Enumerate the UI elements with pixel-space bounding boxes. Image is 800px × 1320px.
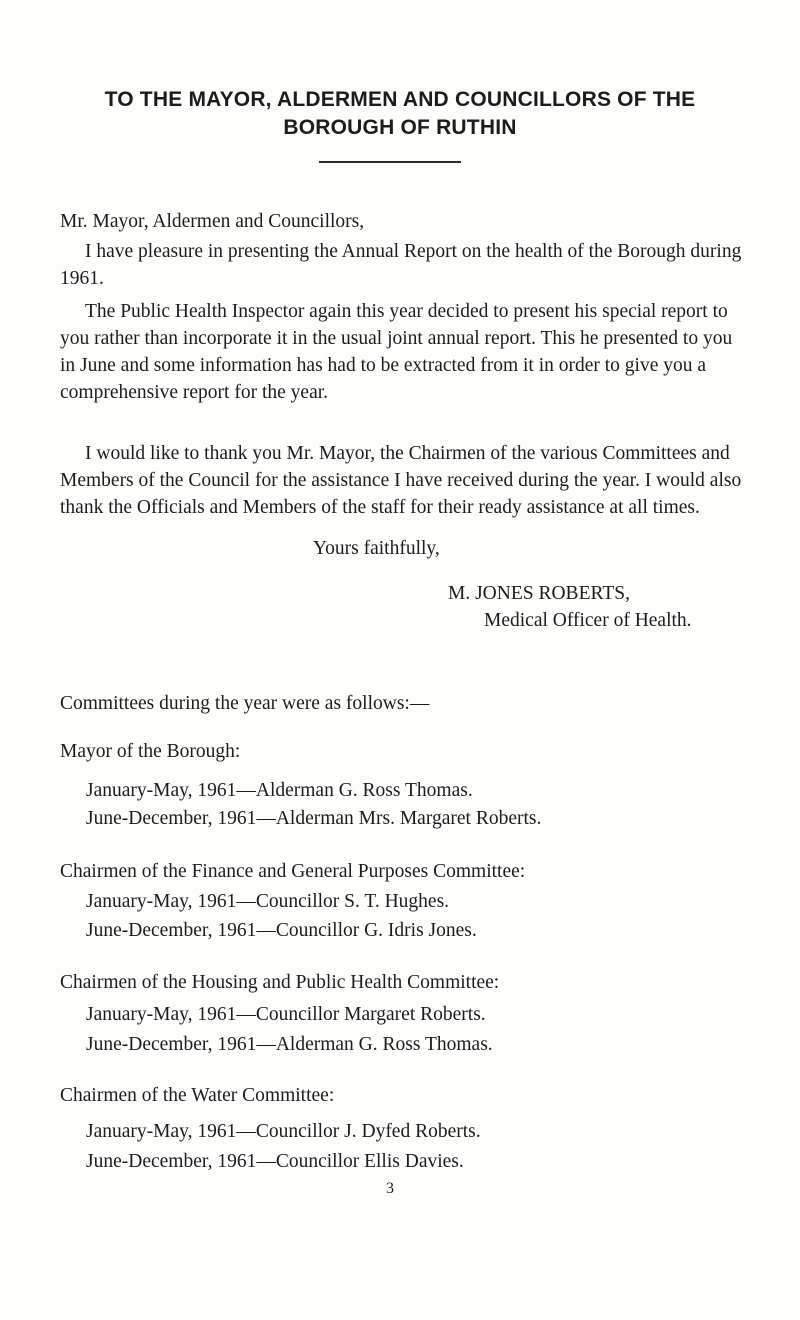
committee-heading-finance: Chairmen of the Finance and General Purposes Committee: — [60, 861, 526, 882]
committee-entry: June-December, 1961—Alderman Mrs. Margaret Roberts. — [86, 808, 542, 829]
closing-line: Yours faithfully, — [313, 538, 440, 559]
signature-name: M. JONES ROBERTS, — [448, 583, 630, 604]
salutation: Mr. Mayor, Aldermen and Councillors, — [60, 211, 365, 232]
committees-intro: Committees during the year were as follows:— — [60, 693, 430, 714]
report-heading-line-2: BOROUGH OF RUTHIN — [283, 116, 517, 139]
committee-entry: January-May, 1961—Councillor S. T. Hughes. — [86, 891, 450, 912]
letter-paragraph-3: I would like to thank you Mr. Mayor, the Chairmen of the various Committees and Members of the Council for the assistance I have received during the year. I would also thank the Officials and Members of the staff for their ready assistance at all times. — [60, 443, 742, 518]
committee-heading-housing: Chairmen of the Housing and Public Health Committee: — [60, 972, 500, 993]
letter-paragraph-1: I have pleasure in presenting the Annual Report on the health of the Borough during 1961. — [60, 241, 742, 289]
page-number: 3 — [386, 1180, 394, 1197]
heading-divider — [319, 161, 461, 163]
report-heading-line-1: TO THE MAYOR, ALDERMEN AND COUNCILLORS OF THE — [104, 88, 696, 111]
signature-title: Medical Officer of Health. — [484, 610, 692, 631]
committee-entry: June-December, 1961—Alderman G. Ross Thomas. — [86, 1034, 493, 1055]
report-heading — [60, 86, 740, 142]
committee-heading-water: Chairmen of the Water Committee: — [60, 1085, 335, 1106]
committee-entry: January-May, 1961—Councillor J. Dyfed Roberts. — [86, 1121, 481, 1142]
committee-entry: January-May, 1961—Councillor Margaret Roberts. — [86, 1004, 486, 1025]
committee-entry: June-December, 1961—Councillor G. Idris Jones. — [86, 920, 477, 941]
committee-entry: June-December, 1961—Councillor Ellis Davies. — [86, 1151, 464, 1172]
committee-entry: January-May, 1961—Alderman G. Ross Thomas. — [86, 780, 473, 801]
committee-heading-mayor: Mayor of the Borough: — [60, 741, 241, 762]
letter-paragraph-2: The Public Health Inspector again this year decided to present his special report to you rather than incorporate it in the usual joint annual report. This he presented to you in June and some information has had to be extracted from it in order to give you a comprehensive report for the year. — [60, 301, 733, 403]
